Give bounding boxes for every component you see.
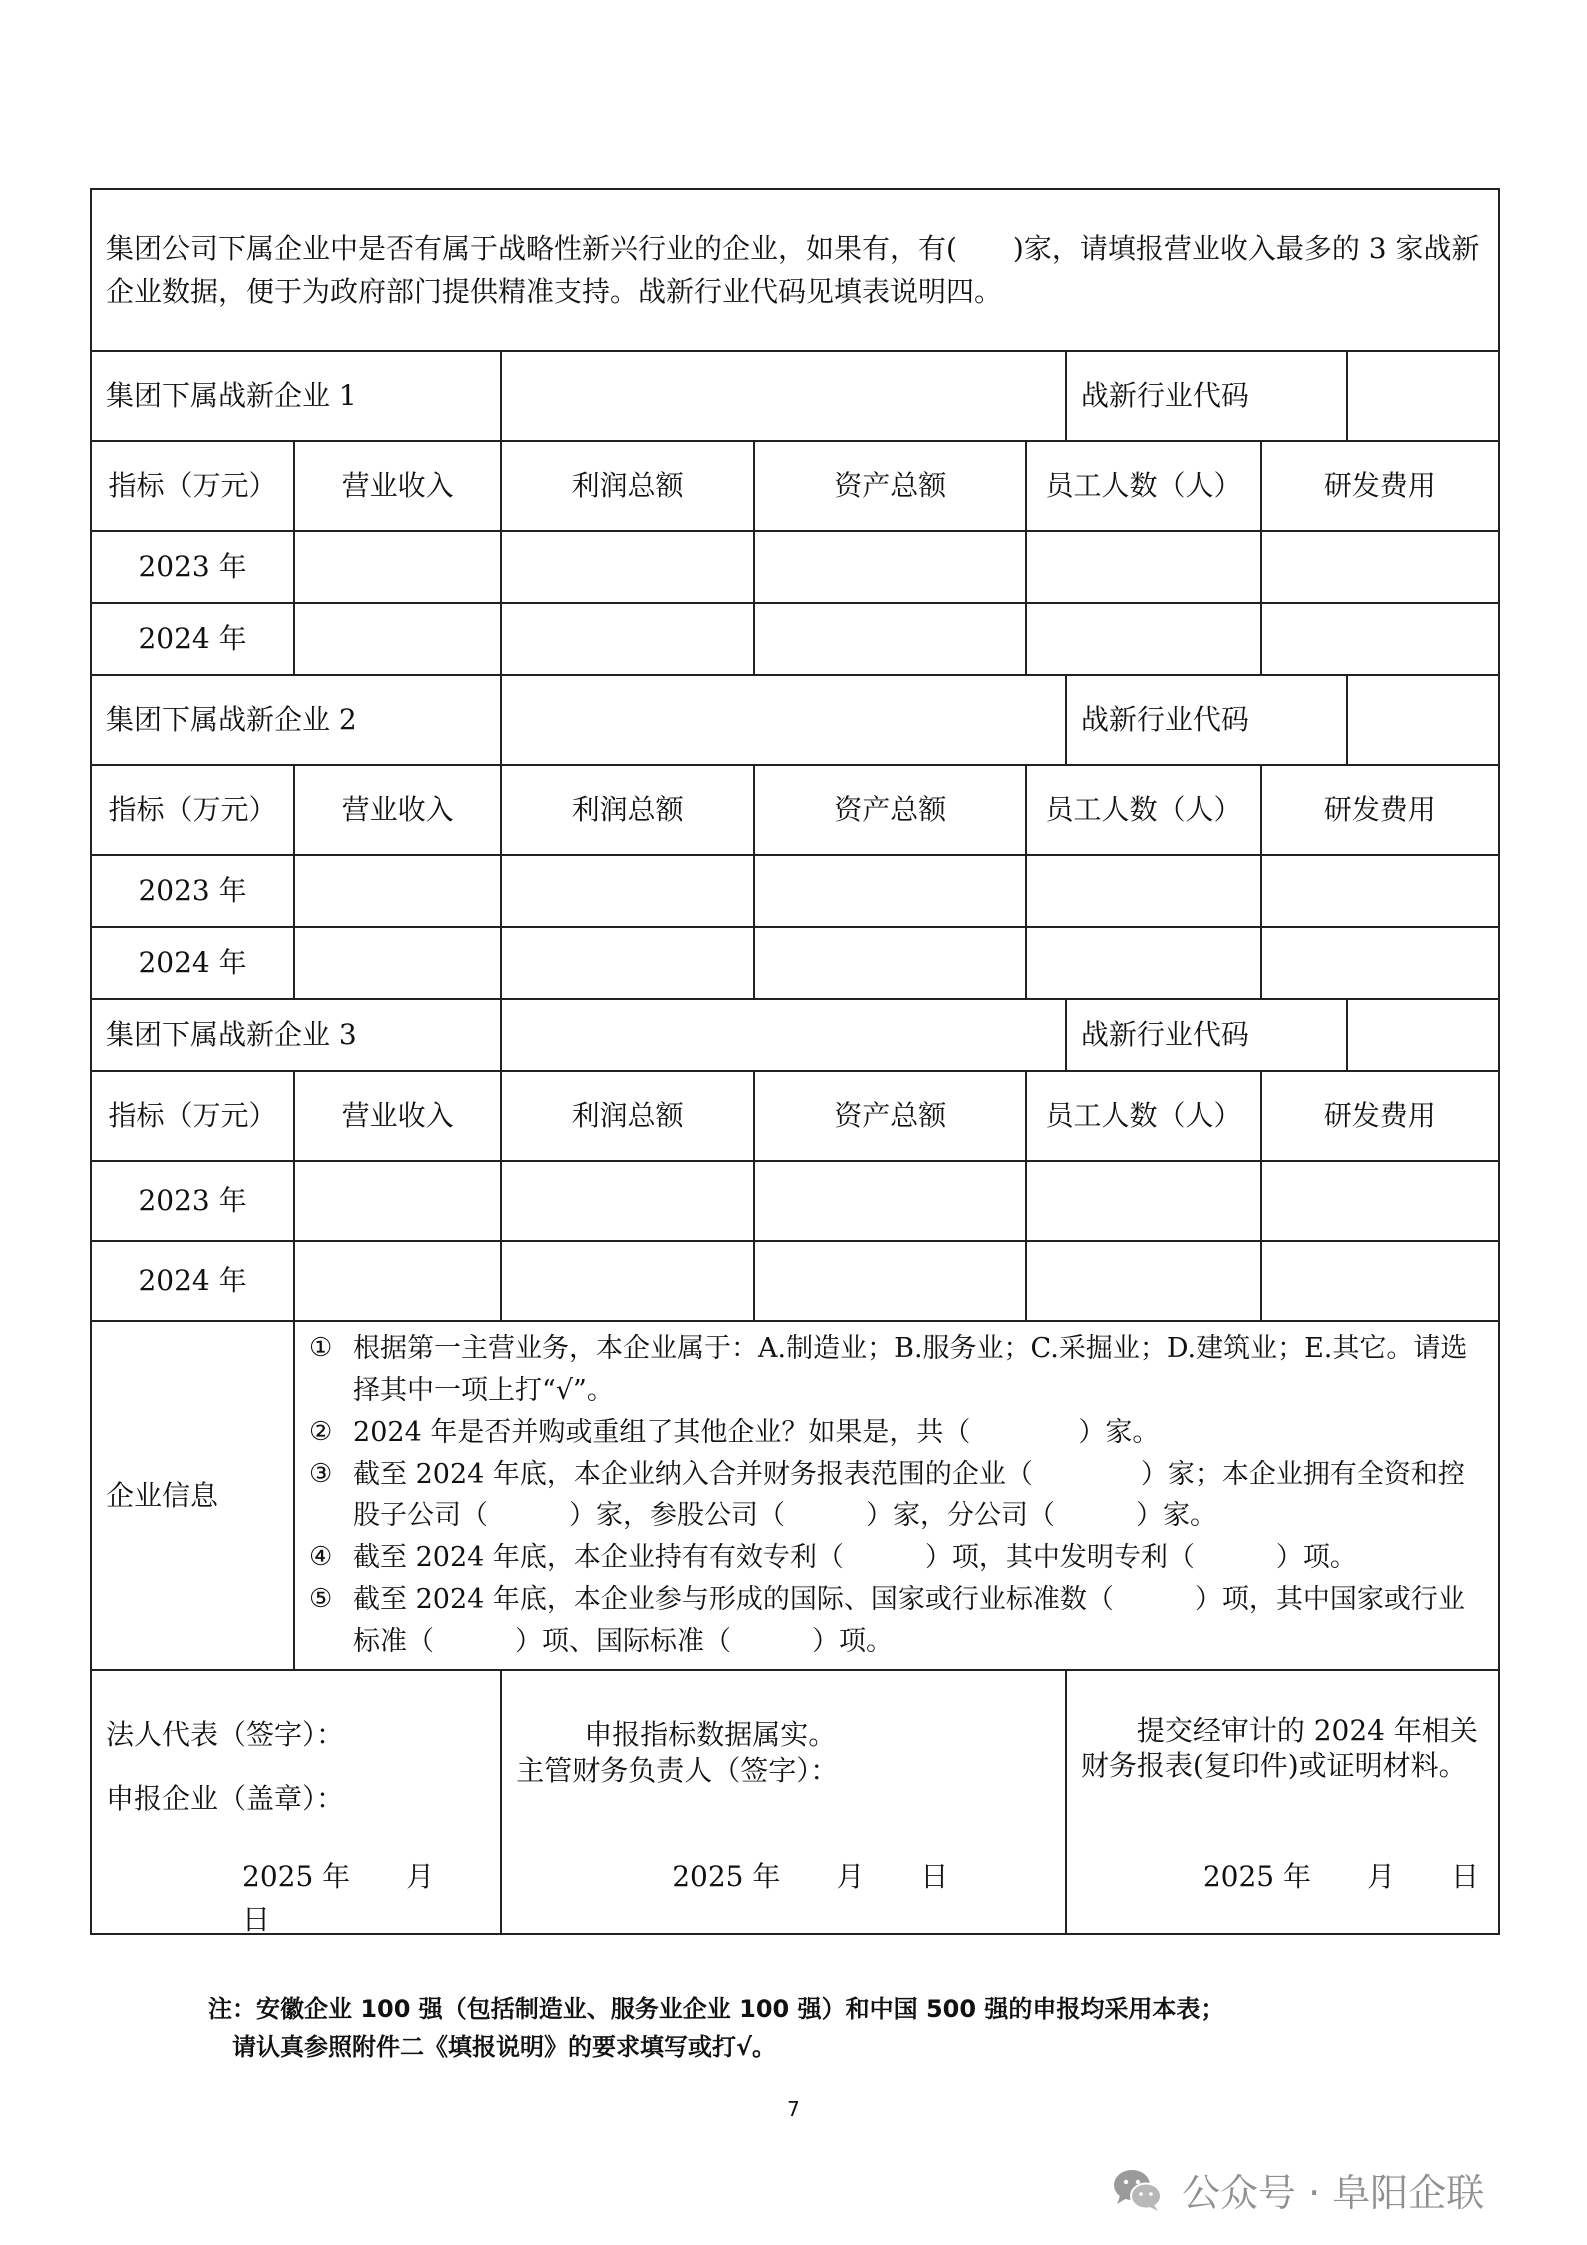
item-number: ⑤ (309, 1584, 333, 1615)
info-item (309, 1579, 1484, 1663)
legal-rep-signature-cell[interactable] (91, 1670, 501, 1937)
footnote-line-2: 请认真参照附件二《填报说明》的要求填写或打√。 (232, 2033, 777, 2062)
watermark-text: 公众号 · 阜阳企联 (1182, 2171, 1485, 2215)
input-cell[interactable] (1026, 1241, 1260, 1321)
item-number: ③ (309, 1458, 333, 1489)
header-indicator: 指标（万元） (91, 1071, 294, 1161)
header-employees: 员工人数（人） (1026, 441, 1260, 531)
input-cell[interactable] (1261, 927, 1499, 999)
application-form-table (90, 188, 1500, 1935)
header-indicator: 指标（万元） (91, 765, 294, 855)
item-number: ② (309, 1416, 333, 1447)
company-3-name-label: 集团下属战新企业 3 (91, 999, 501, 1071)
input-cell[interactable] (1261, 531, 1499, 603)
header-rd: 研发费用 (1261, 441, 1499, 531)
input-cell[interactable] (1261, 603, 1499, 675)
audit-report-cell[interactable] (1066, 1670, 1499, 1934)
footnote (208, 1990, 1224, 2067)
legal-rep-label: 法人代表（签字）： (106, 1717, 345, 1751)
wechat-icon (1112, 2168, 1164, 2212)
audit-report-text: 提交经审计的 2024 年相关财务报表(复印件)或证明材料。 (1080, 1713, 1478, 1782)
header-profit: 利润总额 (501, 441, 754, 531)
year-label: 2024 年 (91, 1241, 294, 1321)
header-revenue: 营业收入 (294, 441, 501, 531)
item-text: 2024 年是否并购或重组了其他企业？如果是，共（ ）家。 (353, 1416, 1160, 1448)
item-number: ① (309, 1333, 333, 1363)
input-cell[interactable] (754, 531, 1026, 603)
company-1-code-label: 战新行业代码 (1066, 351, 1347, 441)
input-cell[interactable] (501, 855, 754, 927)
input-cell[interactable] (294, 1241, 501, 1321)
item-text: 根据第一主营业务，本企业属于：A.制造业；B.服务业；C.采掘业；D.建筑业；E.其它。请选择其中一项上打“√”。 (353, 1333, 1468, 1406)
company-1-code-field[interactable] (1347, 351, 1499, 441)
company-seal-label: 申报企业（盖章）： (106, 1781, 345, 1815)
info-label: 企业信息 (91, 1321, 294, 1670)
input-cell[interactable] (501, 531, 754, 603)
header-revenue: 营业收入 (294, 765, 501, 855)
input-cell[interactable] (1026, 855, 1260, 927)
input-cell[interactable] (294, 855, 501, 927)
input-cell[interactable] (501, 927, 754, 999)
data-true-statement: 申报指标数据属实。 (584, 1717, 837, 1751)
input-cell[interactable] (1026, 531, 1260, 603)
input-cell[interactable] (501, 1241, 754, 1321)
input-cell[interactable] (294, 927, 501, 999)
info-item (309, 1537, 1484, 1579)
input-cell[interactable] (754, 1161, 1026, 1241)
header-assets: 资产总额 (754, 441, 1026, 531)
info-list-cell (294, 1321, 1499, 1670)
input-cell[interactable] (1261, 1241, 1499, 1321)
date-line: 2025 年 月 日 (1202, 1859, 1479, 1893)
year-label: 2023 年 (91, 855, 294, 927)
company-2-code-label: 战新行业代码 (1066, 675, 1347, 765)
info-item (309, 1454, 1484, 1538)
company-1-name-label: 集团下属战新企业 1 (91, 351, 501, 441)
item-number: ④ (309, 1542, 333, 1573)
year-label: 2024 年 (91, 927, 294, 999)
input-cell[interactable] (294, 603, 501, 675)
year-label: 2023 年 (91, 1161, 294, 1241)
input-cell[interactable] (754, 603, 1026, 675)
input-cell[interactable] (501, 1161, 754, 1241)
company-2-code-field[interactable] (1347, 675, 1499, 765)
company-1-name-field[interactable] (501, 351, 1066, 441)
input-cell[interactable] (1026, 927, 1260, 999)
date-line: 2025 年 月 日 (672, 1859, 949, 1893)
input-cell[interactable] (1026, 1161, 1260, 1241)
company-2-name-label: 集团下属战新企业 2 (91, 675, 501, 765)
company-3-name-field[interactable] (501, 999, 1066, 1071)
item-text: 截至 2024 年底，本企业持有有效专利（ ）项，其中发明专利（ ）项。 (353, 1542, 1357, 1574)
header-profit: 利润总额 (501, 1071, 754, 1161)
input-cell[interactable] (754, 1241, 1026, 1321)
header-rd: 研发费用 (1261, 1071, 1499, 1161)
header-revenue: 营业收入 (294, 1071, 501, 1161)
input-cell[interactable] (1261, 1161, 1499, 1241)
header-employees: 员工人数（人） (1026, 765, 1260, 855)
page-number: 7 (787, 2097, 800, 2121)
year-label: 2023 年 (91, 531, 294, 603)
input-cell[interactable] (294, 1161, 501, 1241)
item-text: 截至 2024 年底，本企业纳入合并财务报表范围的企业（ ）家；本企业拥有全资和控股子公司（ ）家，参股公司（ ）家，分公司（ ）家。 (353, 1458, 1465, 1532)
input-cell[interactable] (754, 927, 1026, 999)
company-3-code-field[interactable] (1347, 999, 1499, 1071)
year-label: 2024 年 (91, 603, 294, 675)
input-cell[interactable] (501, 603, 754, 675)
date-line: 2025 年 月 日 (242, 1859, 491, 1937)
header-employees: 员工人数（人） (1026, 1071, 1260, 1161)
info-item (309, 1412, 1484, 1454)
header-assets: 资产总额 (754, 1071, 1026, 1161)
watermark (1112, 2162, 1484, 2217)
intro-text: 集团公司下属企业中是否有属于战略性新兴行业的企业，如果有，有( )家，请填报营业收入最多的 3 家战新企业数据，便于为政府部门提供精准支持。战新行业代码见填表说明四。 (91, 189, 1499, 351)
company-3-code-label: 战新行业代码 (1066, 999, 1347, 1071)
input-cell[interactable] (754, 855, 1026, 927)
header-profit: 利润总额 (501, 765, 754, 855)
footnote-line-1: 注：安徽企业 100 强（包括制造业、服务业企业 100 强）和中国 500 强的申报均采用本表； (208, 1995, 1225, 2023)
header-rd: 研发费用 (1261, 765, 1499, 855)
header-indicator: 指标（万元） (91, 441, 294, 531)
input-cell[interactable] (1026, 603, 1260, 675)
info-item (309, 1328, 1484, 1412)
header-assets: 资产总额 (754, 765, 1026, 855)
input-cell[interactable] (294, 531, 501, 603)
company-2-name-field[interactable] (501, 675, 1066, 765)
finance-signature-cell[interactable] (501, 1670, 1066, 1934)
item-text: 截至 2024 年底，本企业参与形成的国际、国家或行业标准数（ ）项，其中国家或行业标准（ ）项、国际标准（ ）项。 (353, 1584, 1465, 1657)
input-cell[interactable] (1261, 855, 1499, 927)
finance-head-label: 主管财务负责人（签字）： (516, 1753, 839, 1787)
